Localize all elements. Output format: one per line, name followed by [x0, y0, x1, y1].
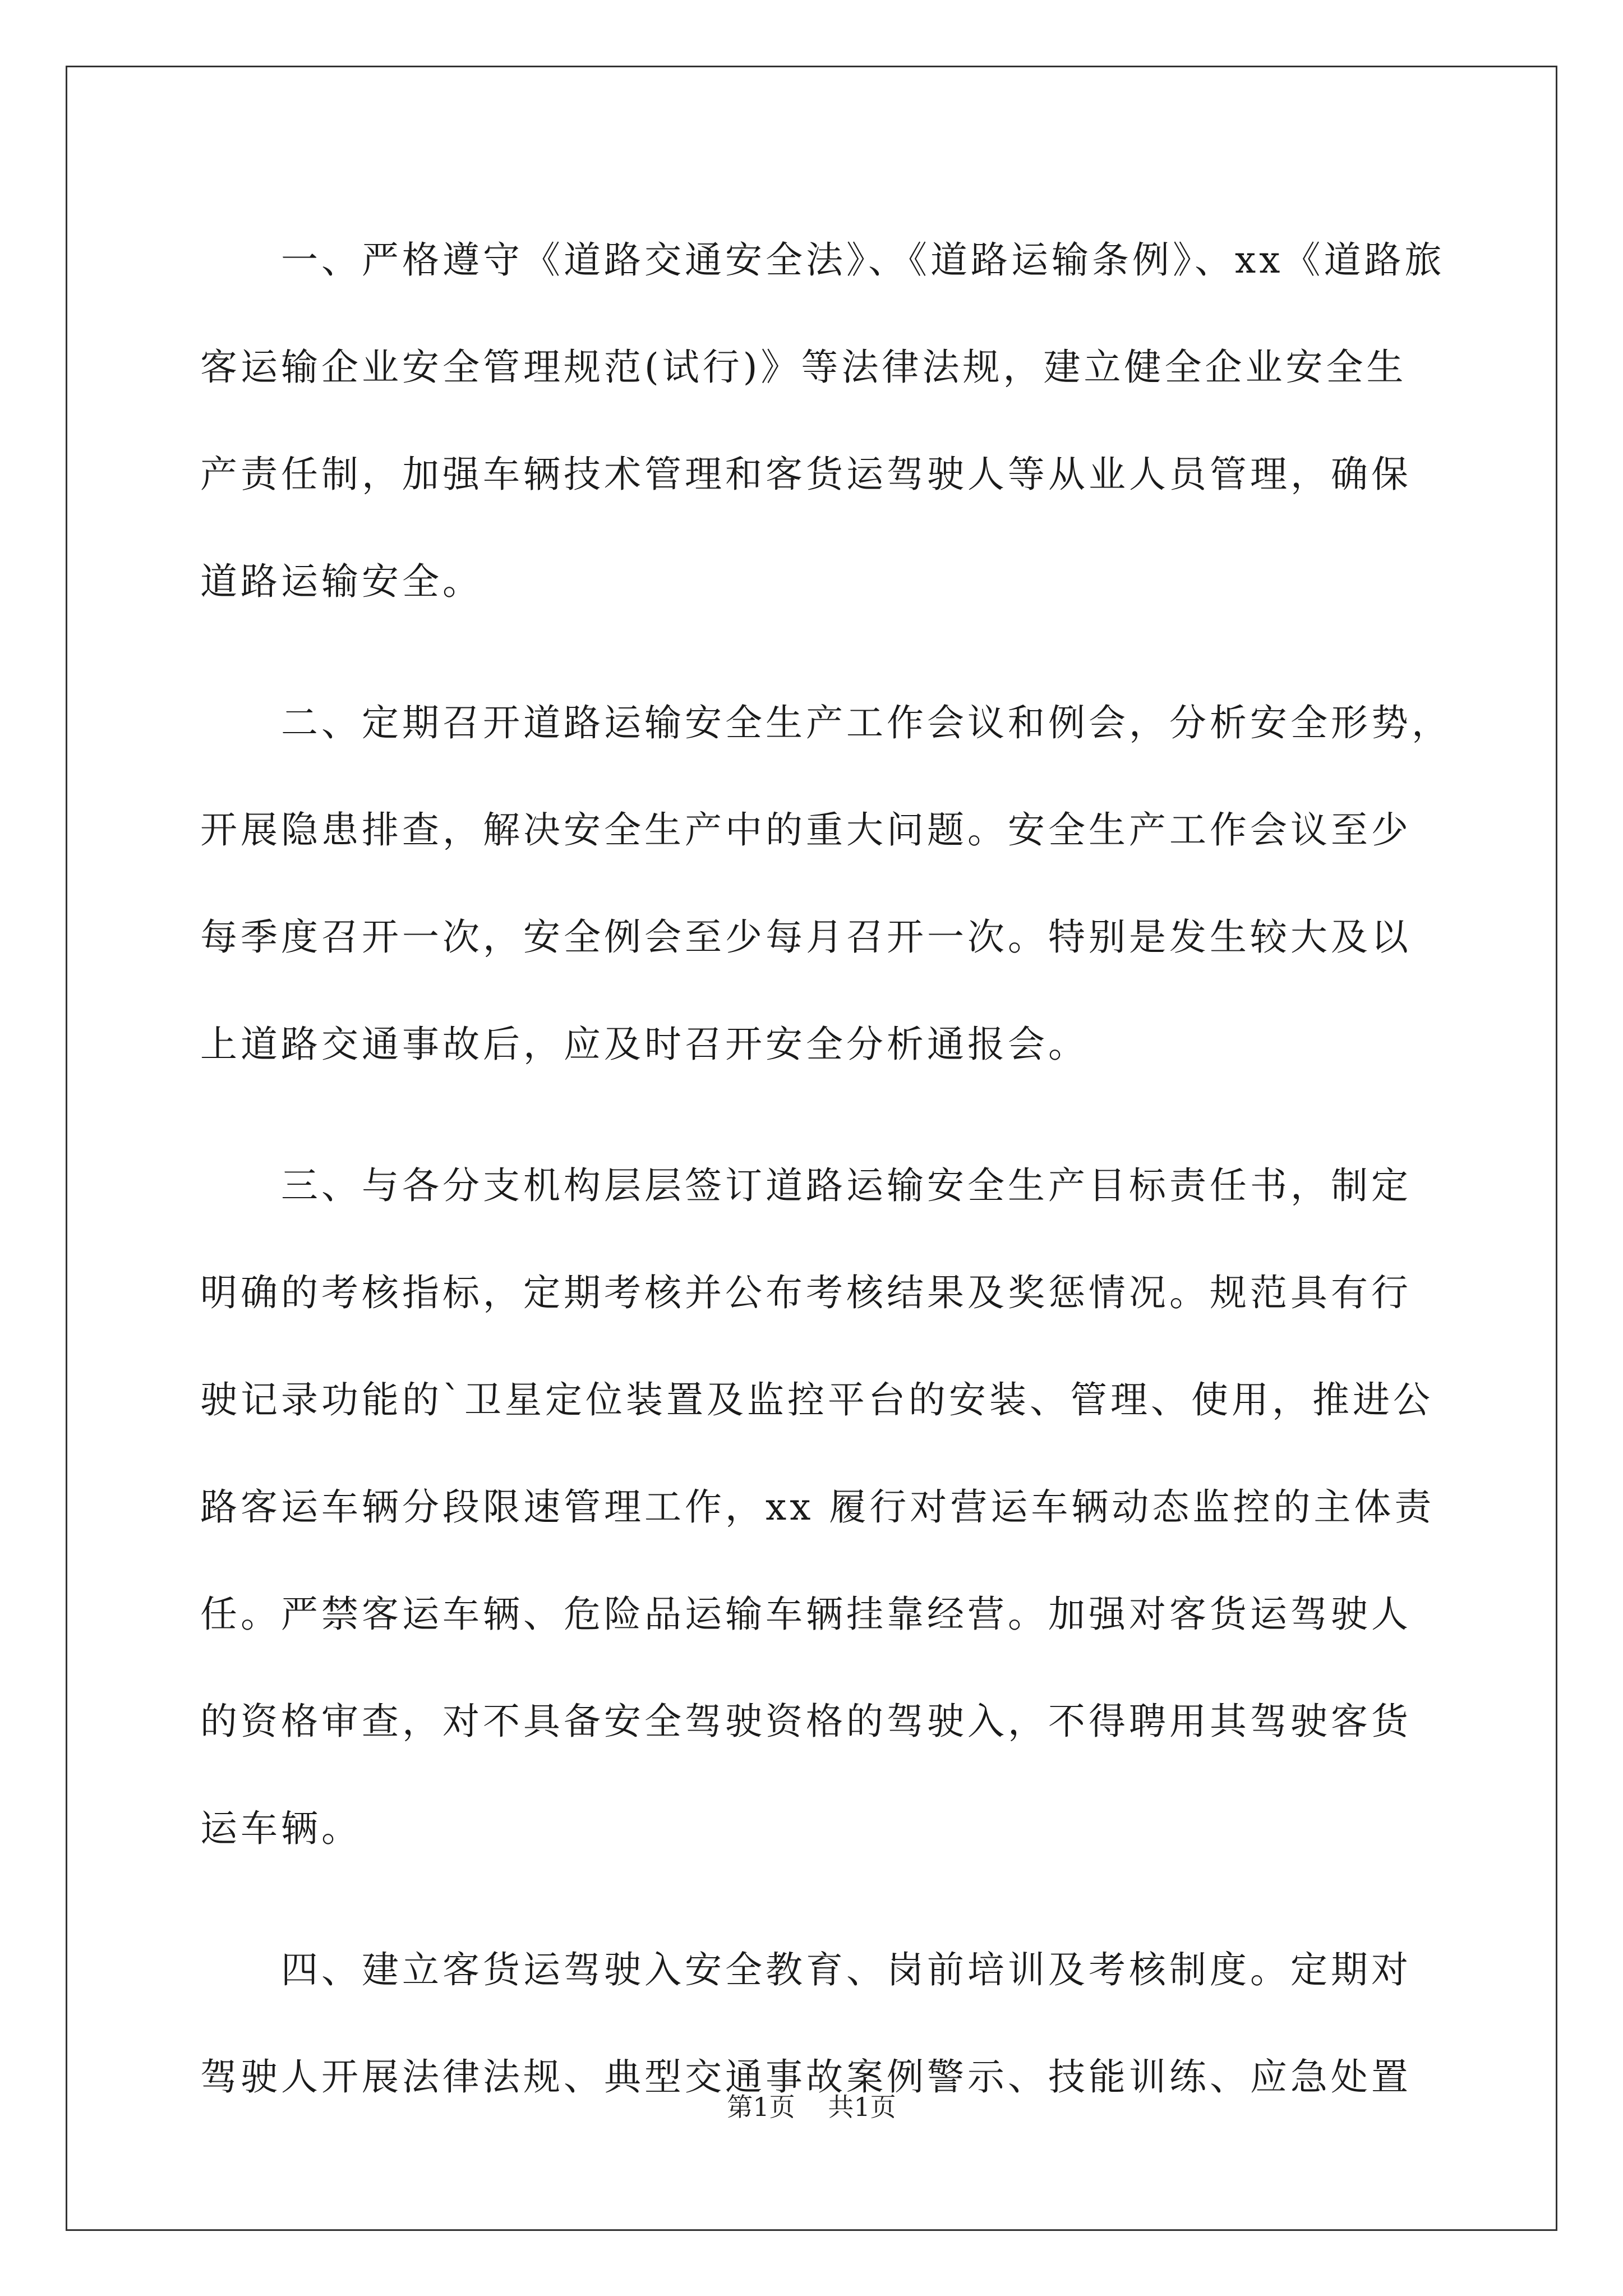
paragraph-line: 三、与各分支机构层层签订道路运输安全生产目标责任书，制定: [281, 1164, 1412, 1207]
paragraph-line: 产责任制，加强车辆技术管理和客货运驾驶人等从业人员管理，确保: [200, 453, 1412, 496]
paragraph-line: 上道路交通事故后，应及时召开安全分析通报会。: [200, 1023, 1089, 1066]
paragraph-2: [200, 669, 1452, 1098]
paragraph-line: 路客运车辆分段限速管理工作，xx 履行对营运车辆动态监控的主体责: [200, 1485, 1435, 1529]
paragraph-line: 任。严禁客运车辆、危险品运输车辆挂靠经营。加强对客货运驾驶人: [200, 1593, 1412, 1636]
paragraph-line: 客运输企业安全管理规范(试行)》等法律法规，建立健全企业安全生: [200, 346, 1407, 389]
paragraph-line: 运车辆。: [200, 1807, 362, 1850]
paragraph-line: 驾驶人开展法律法规、典型交通事故案例警示、技能训练、应急处置: [200, 2055, 1412, 2099]
paragraph-line: 开展隐患排查，解决安全生产中的重大问题。安全生产工作会议至少: [200, 808, 1412, 852]
paragraph-1: [200, 206, 1445, 635]
page-footer: [0, 2090, 1623, 2124]
paragraph-3: [200, 1132, 1445, 1882]
paragraph-line: 一、严格遵守《道路交通安全法》、《道路运输条例》、xx《道路旅: [281, 238, 1445, 282]
page-total: 共1页: [828, 2092, 896, 2122]
paragraph-line: 四、建立客货运驾驶入安全教育、岗前培训及考核制度。定期对: [281, 1948, 1412, 1991]
paragraph-line: 每季度召开一次，安全例会至少每月召开一次。特别是发生较大及以: [200, 915, 1412, 959]
paragraph-line: 道路运输安全。: [200, 560, 483, 603]
document-body: [200, 206, 1452, 2165]
paragraph-line: 驶记录功能的`卫星定位装置及监控平台的安装、管理、使用，推进公: [200, 1378, 1433, 1421]
page-number: 第1页: [727, 2092, 795, 2122]
paragraph-line: 明确的考核指标，定期考核并公布考核结果及奖惩情况。规范具有行: [200, 1271, 1412, 1314]
paragraph-line: 二、定期召开道路运输安全生产工作会议和例会，分析安全形势，: [281, 701, 1452, 744]
paragraph-line: 的资格审查，对不具备安全驾驶资格的驾驶入，不得聘用其驾驶客货: [200, 1700, 1412, 1743]
